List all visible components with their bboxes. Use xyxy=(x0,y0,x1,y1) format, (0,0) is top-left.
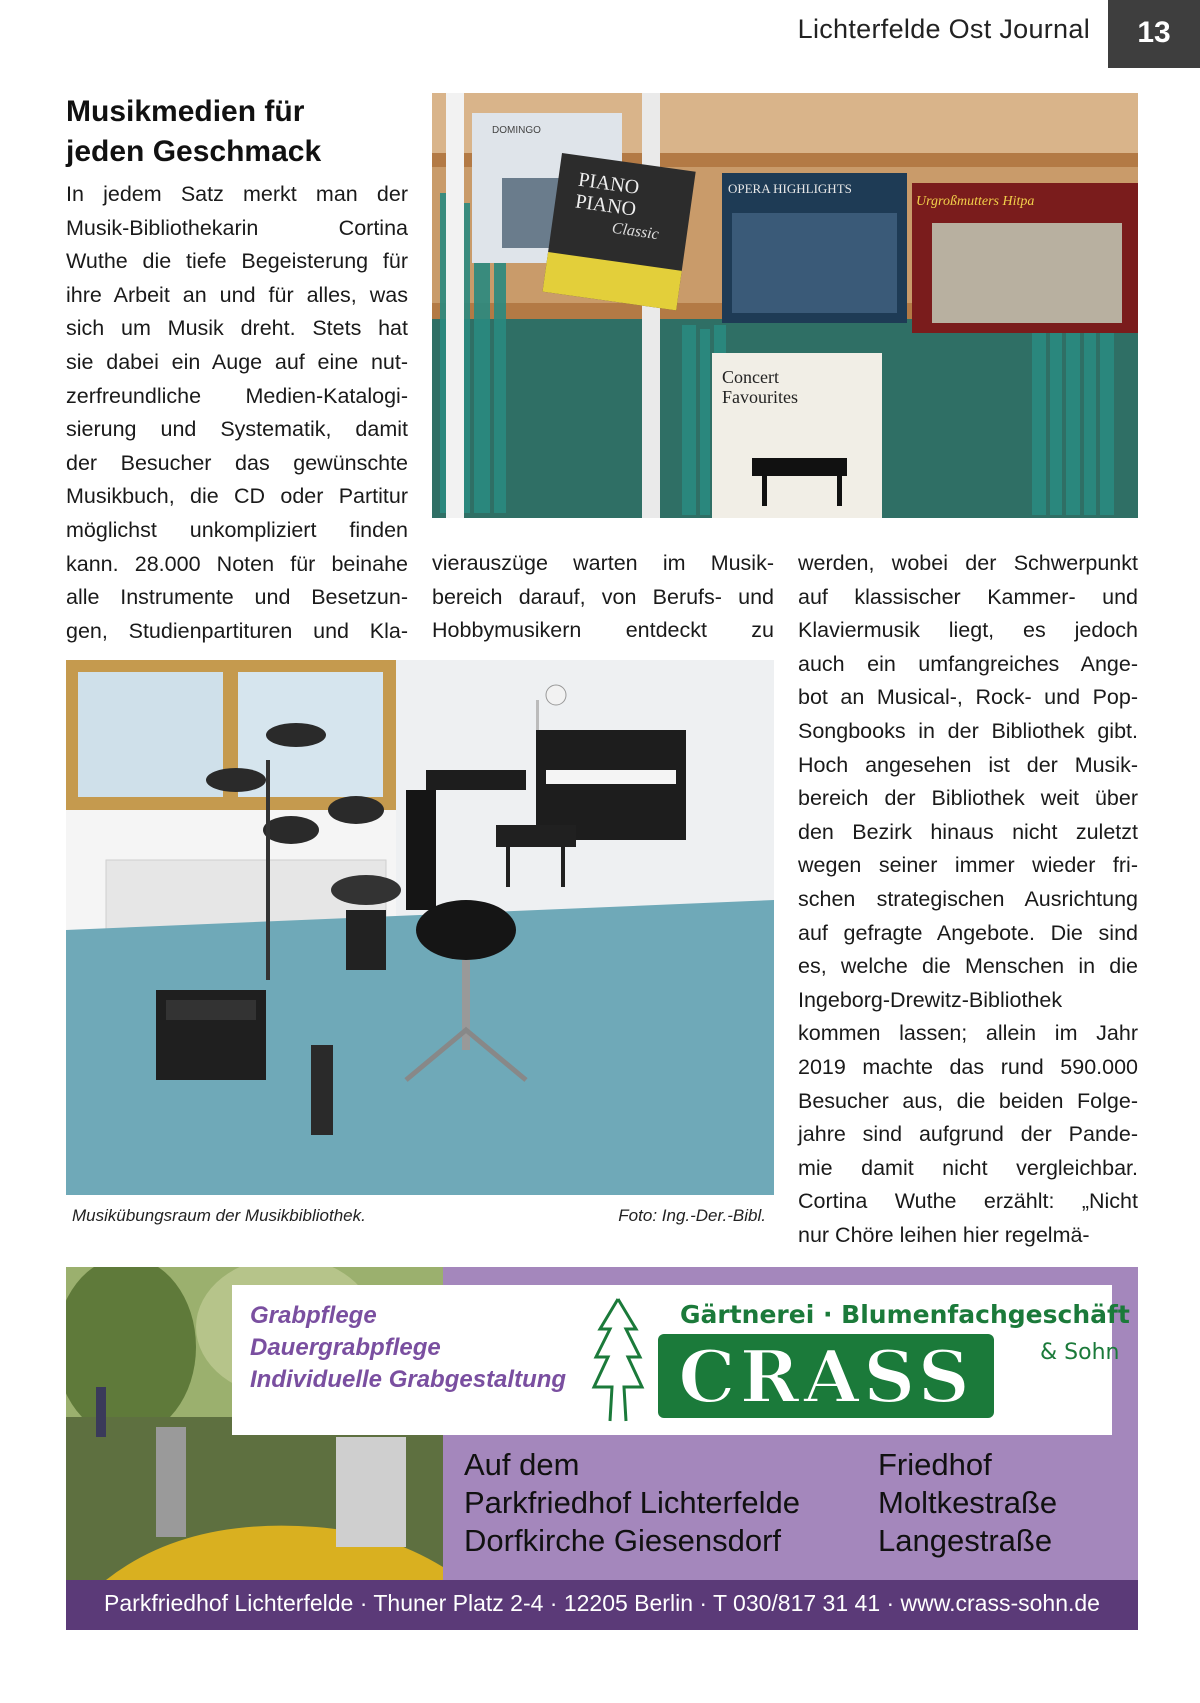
text-line: zerfreundliche Medien-Katalogi- xyxy=(66,383,408,408)
music-practice-room-photo xyxy=(66,660,774,1195)
article-headline xyxy=(66,92,406,172)
brand-suffix: & Sohn xyxy=(1040,1340,1120,1365)
service-item: Individuelle Grabgestaltung xyxy=(250,1366,567,1393)
text-line: bereich darauf, von Berufs- und xyxy=(432,584,774,609)
text-line: werden, wobei der Schwerpunkt xyxy=(798,551,1138,575)
business-type: Gärtnerei · Blumenfachgeschäft xyxy=(680,1300,1130,1329)
page-number: 13 xyxy=(1137,16,1171,49)
text-line: sie dabei ein Auge auf eine nut- xyxy=(66,349,408,374)
text-line: wegen seiner immer wieder fri- xyxy=(798,853,1138,878)
location-line: Langestraße xyxy=(878,1523,1053,1558)
book-piano-line-3: Classic xyxy=(610,219,660,244)
text-line: Cortina Wuthe erzählt: „Nicht xyxy=(798,1189,1138,1214)
text-line: alle Instrumente und Besetzun- xyxy=(66,585,408,610)
photo-caption: Musikübungsraum der Musikbibliothek. xyxy=(72,1206,366,1225)
article-column-1 xyxy=(66,178,408,648)
text-line: jahre sind aufgrund der Pande- xyxy=(798,1122,1138,1147)
text-line: Hoch angesehen ist der Musik- xyxy=(798,752,1138,777)
book-grossmutter: Urgroßmutters Hitpa xyxy=(916,194,1035,209)
text-line: Songbooks in der Bibliothek gibt. xyxy=(798,718,1138,743)
service-item: Grabpflege xyxy=(250,1302,377,1329)
text-line: bereich der Bibliothek weit über xyxy=(798,786,1138,811)
ad-locations-right xyxy=(878,1446,1057,1560)
text-line: nur Chöre leihen hier regelmä- xyxy=(798,1222,1090,1247)
text-line: 2019 machte das rund 590.000 xyxy=(798,1054,1138,1079)
text-line: Hobbymusikern entdeckt zu xyxy=(432,618,774,643)
journal-title: Lichterfelde Ost Journal xyxy=(797,14,1090,44)
service-item: Dauergrabpflege xyxy=(250,1334,441,1361)
location-line: Parkfriedhof Lichterfelde xyxy=(464,1485,801,1520)
text-line: es, welche die Menschen in die xyxy=(798,954,1138,979)
book-piano-line-2: PIANO xyxy=(573,190,638,221)
text-line: sich um Musik dreht. Stets hat xyxy=(66,316,408,341)
text-line: kommen lassen; allein im Jahr xyxy=(798,1021,1138,1046)
headline-line: jeden Geschmack xyxy=(66,135,322,168)
text-line: Musik-Bibliothekarin Cortina xyxy=(66,215,408,240)
book-concert-line-2: Favourites xyxy=(722,387,798,407)
book-piano-line-1: PIANO xyxy=(576,168,641,199)
text-line: Wuthe die tiefe Begeisterung für xyxy=(66,249,408,274)
article-column-3 xyxy=(798,547,1138,1252)
text-line: vierauszüge warten im Musik- xyxy=(432,551,774,575)
book-opera: OPERA HIGHLIGHTS xyxy=(728,181,852,196)
location-line: Dorfkirche Giesensdorf xyxy=(464,1523,782,1558)
text-line: möglichst unkompliziert finden xyxy=(66,517,408,542)
library-shelf-photo xyxy=(432,93,1138,518)
article-column-2 xyxy=(432,547,774,648)
text-line: Musikbuch, die CD oder Partitur xyxy=(66,484,408,509)
text-line: Klaviermusik liegt, es jedoch xyxy=(798,618,1138,643)
location-line: Auf dem xyxy=(464,1447,580,1482)
text-line: auf klassischer Kammer- und xyxy=(798,584,1138,609)
text-line: den Bezirk hinaus nicht zuletzt xyxy=(798,819,1138,844)
book-domingo: DOMINGO xyxy=(492,125,541,136)
brand-name: CRASS xyxy=(678,1334,974,1418)
crass-logo xyxy=(658,1334,994,1418)
location-line: Moltkestraße xyxy=(878,1485,1058,1520)
ad-locations-left xyxy=(464,1446,800,1560)
text-line: In jedem Satz merkt man der xyxy=(66,182,408,206)
ad-services-list xyxy=(250,1300,566,1396)
text-line: der Besucher das gewünschte xyxy=(66,450,408,475)
text-line: gen, Studienpartituren und Kla- xyxy=(66,618,408,643)
text-line: ihre Arbeit an und für alles, was xyxy=(66,282,408,307)
text-line: schen strategischen Ausrichtung xyxy=(798,886,1138,911)
book-concert-line-1: Concert xyxy=(722,367,779,387)
text-line: Ingeborg-Drewitz-Bibliothek xyxy=(798,987,1063,1012)
photo-credit: Foto: Ing.-Der.-Bibl. xyxy=(618,1206,766,1225)
location-line: Friedhof xyxy=(878,1447,992,1482)
text-line: auch ein umfangreiches Ange- xyxy=(798,651,1138,676)
text-line: mie damit nicht vergleichbar. xyxy=(798,1155,1138,1180)
text-line: bot an Musical-, Rock- und Pop- xyxy=(798,685,1138,710)
headline-line: Musikmedien für xyxy=(66,95,305,128)
fir-tree-icon xyxy=(590,1295,646,1425)
text-line: kann. 28.000 Noten für beinahe xyxy=(66,551,408,576)
text-line: auf gefragte Angebote. Die sind xyxy=(798,920,1138,945)
text-line: sierung und Systematik, damit xyxy=(66,417,408,442)
ad-contact-line: Parkfriedhof Lichterfelde · Thuner Platz 2-4 · 12205 Berlin · T 030/817 31 41 · www.crass-sohn.de xyxy=(104,1590,1100,1616)
text-line: Besucher aus, die beiden Folge- xyxy=(798,1088,1138,1113)
